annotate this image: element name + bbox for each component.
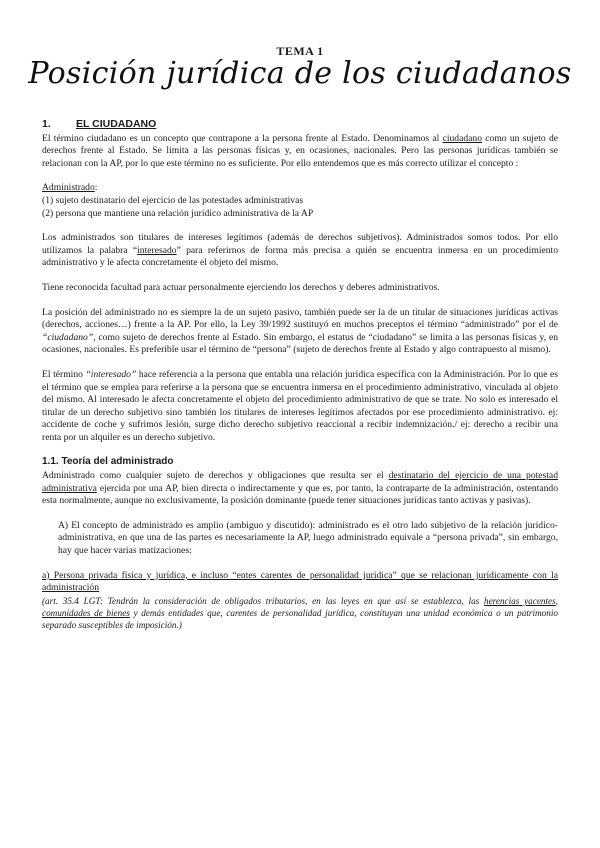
text-run-underlined: ciudadano xyxy=(442,132,483,144)
text-run-italic: “ciudadano” xyxy=(42,331,94,343)
text-run: , xyxy=(555,595,558,606)
paragraph-posicion xyxy=(42,307,558,357)
text-run-underlined: comunidades de bienes xyxy=(42,607,130,618)
administrado-label xyxy=(42,182,558,195)
text-run-underlined: destinatario del ejercicio de una potestad administrativa xyxy=(42,470,558,494)
text-run: El término ciudadano es un concepto que contrapone a la persona frente al Estado. Denominamos al xyxy=(42,132,443,144)
text-run: Los administrados son titulares de intereses legítimos (además de derechos subjetivos). Administrados somos todos. Por ello utilizamos la palabra “ xyxy=(42,232,558,256)
administrado-item-2: (2) persona que mantiene una relación jurídico administrativa de la AP xyxy=(42,207,314,219)
text-run: (art. 35.4 LGT: Tendrán la consideración de obligados tributarios, en las leyes en que así se establezca, las xyxy=(42,595,484,606)
text-run: hace referencia a la persona que entabla una relación jurídica específica con la Administración. Por lo que es el término que se emplea para referirse a la persona que se encuentra inmersa en el procedimiento administrativo, vinculada al objeto del mismo. Al interesado le afecta concretamente el objeto del procedimiento administrativo de que se trate. No solo es interesado el titular de un derecho subjetivo sino también los titulares de intereses legítimos afectados por ese procedimiento administrativo. ej: accidente de coche y sufrimos lesión, surge dicho derecho subjetivo reaccional a recibir indemnización./ ej: derecho a recibir una renta por un alquiler es un derecho subjetivo. xyxy=(42,368,558,443)
text-run-underlined: herencias yacentes xyxy=(483,595,556,606)
text-run-underlined: interesado xyxy=(137,244,177,256)
section-number: 1. xyxy=(42,118,51,130)
text-run-italic: “interesado” xyxy=(85,368,137,380)
text-run: como un sujeto de derechos frente al Estado. Se limita a las personas físicas y, en ocasiones, nacionales. Pero las personas jurídicas también se relacionan con la AP, por lo que este término no es suficiente. Por ello entendemos que es más correcto utilizar el concepto : xyxy=(42,132,558,169)
tema-label: TEMA 1 xyxy=(276,44,324,58)
text-run: La posición del administrado no es siempre la de un sujeto pasivo, también puede ser la de un titular de situaciones jurídicas activas (derechos, acciones…) frente a la AP. Por ello, la Ley 39/1992 sustituyó en muchos preceptos el término “administrado” por el de xyxy=(42,306,558,331)
page-title: Posición jurídica de los ciudadanos xyxy=(28,56,572,91)
text-run: Administrado como cualquier sujeto de derechos y obligaciones que resulta ser el xyxy=(42,470,389,482)
paragraph-facultad: Tiene reconocida facultad para actuar personalmente ejerciendo los derechos y deberes administrativos. xyxy=(42,281,440,293)
subsection-heading: 1.1. Teoría del administrado xyxy=(42,456,174,468)
paragraph-termino-interesado xyxy=(42,369,558,445)
text-run: , como sujeto de derechos frente al Estado. Sin embargo, el estatus de “ciudadano” se limita a las personas físicas y, en ocasiones, nacionales. Es preferible usar el término de “persona” (sujeto de derechos frente al Estado y algo contrapuesto al mismo). xyxy=(42,331,558,356)
paragraph-subpoint-a: a) Persona privada física y jurídica, e incluso “entes carentes de personalidad jurídica” que se relacionan jurídicamente con la administración xyxy=(42,569,558,594)
document-body xyxy=(42,118,558,631)
text-run: ” para referirnos de forma más precisa a quién se encuentra inmersa en un procedimiento administrativo y le afecta concretamente el objeto del mismo. xyxy=(42,244,558,269)
paragraph-interesado xyxy=(42,232,558,270)
section-title: EL CIUDADANO xyxy=(76,118,157,130)
paragraph-teoria xyxy=(42,470,558,508)
paragraph-ciudadano xyxy=(42,133,558,171)
text-run: : xyxy=(94,182,98,194)
administrado-item-1: (1) sujeto destinatario del ejercicio de las potestades administrativas xyxy=(42,194,304,206)
legal-quote xyxy=(42,595,558,631)
paragraph-point-a: A) El concepto de administrado es amplio (ambiguo y discutido): administrado es el otro lado subjetivo de la relación jurídico-administrativa, en que una de las partes es necesariamente la AP, luego administrado equivale a “persona privada”, sin embargo, hay que hacer varias matizaciones: xyxy=(58,519,558,557)
text-run: ejercida por una AP, bien directa o indirectamente y que es, por tanto, la contraparte de la administración, ostentando esta normalmente, aunque no exclusivamente, la posición dominante (puede tener situaciones jurídicas tanto activas y pasivas). xyxy=(42,482,558,507)
text-run: El término xyxy=(42,368,86,380)
section-heading-1 xyxy=(42,118,558,131)
text-run: y demás entidades que, carentes de personalidad jurídica, constituyan una unidad económica o un patrimonio separado susceptibles de imposición.) xyxy=(42,607,558,630)
text-run-underlined: Administrado xyxy=(42,182,95,194)
